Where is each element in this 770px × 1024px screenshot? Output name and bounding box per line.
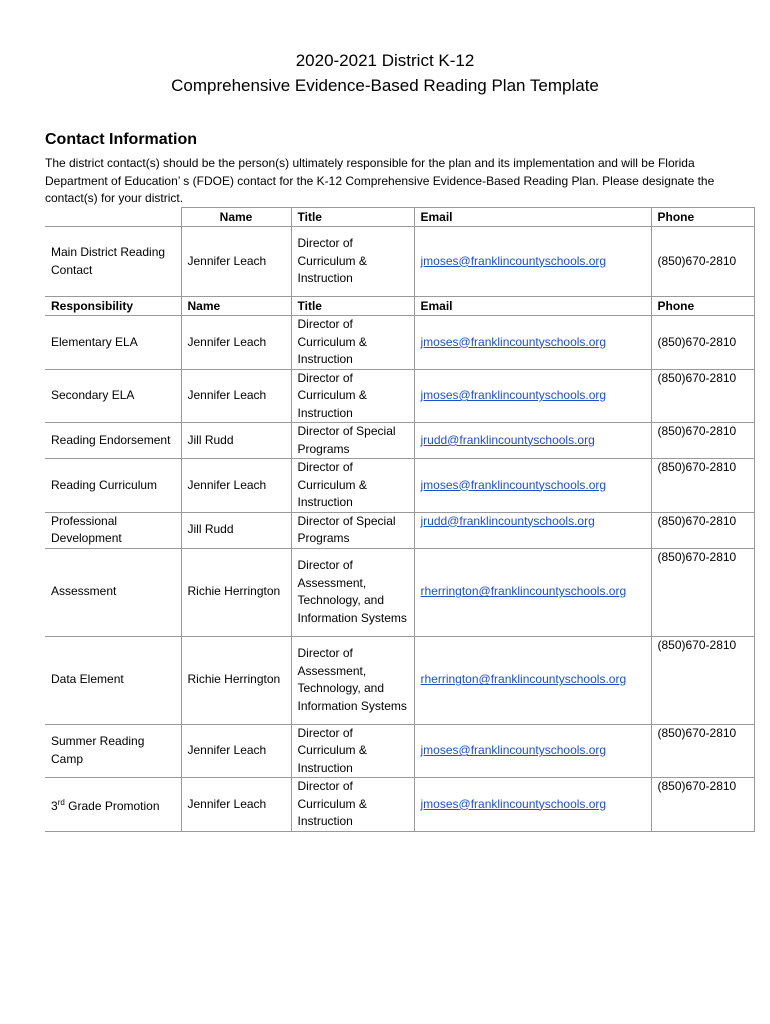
- responsibility-cell: Professional Development: [45, 512, 181, 548]
- grade-number: 3: [51, 798, 58, 813]
- email-link[interactable]: rherrington@franklincountyschools.org: [420, 584, 627, 599]
- name-cell: Jennifer Leach: [181, 316, 291, 370]
- email-cell[interactable]: [414, 548, 651, 636]
- table-row: [45, 512, 754, 548]
- name-cell: Jill Rudd: [181, 512, 291, 548]
- email-link[interactable]: jmoses@franklincountyschools.org: [420, 796, 607, 811]
- phone-cell: (850)670-2810: [651, 512, 754, 548]
- table-row: [45, 778, 754, 832]
- title-line-1: 2020-2021 District K-12: [295, 51, 475, 70]
- table-row: [45, 423, 754, 459]
- title-cell: Director of Curriculum & Instruction: [291, 459, 414, 513]
- table-row: [45, 369, 754, 423]
- email-link[interactable]: jmoses@franklincountyschools.org: [420, 743, 607, 757]
- email-cell[interactable]: [414, 369, 651, 423]
- email-link[interactable]: jrudd@franklincountyschools.org: [420, 432, 595, 447]
- email-cell[interactable]: [414, 423, 651, 459]
- header-name: Name: [181, 208, 291, 227]
- phone-cell: (850)670-2810: [651, 778, 754, 832]
- grade-suffix: rd: [57, 797, 65, 807]
- email-link[interactable]: rherrington@franklincountyschools.org: [420, 672, 627, 687]
- main-contact-name: Jennifer Leach: [181, 227, 291, 297]
- table-row: [45, 459, 754, 513]
- responsibility-cell: [45, 778, 181, 832]
- table-row: [45, 548, 754, 636]
- responsibility-cell: Summer Reading Camp: [45, 724, 181, 778]
- email-cell[interactable]: [414, 459, 651, 513]
- email-cell[interactable]: [414, 636, 651, 724]
- phone-cell: (850)670-2810: [651, 548, 754, 636]
- email-cell[interactable]: [414, 724, 651, 778]
- main-contact-email[interactable]: [414, 227, 651, 297]
- title-line-2: Comprehensive Evidence-Based Reading Plan Template: [171, 76, 599, 95]
- email-link[interactable]: jmoses@franklincountyschools.org: [420, 477, 607, 492]
- name-cell: Jill Rudd: [181, 423, 291, 459]
- responsibility-cell: Assessment: [45, 548, 181, 636]
- title-cell: Director of Special Programs: [291, 423, 414, 459]
- grade-label: Grade Promotion: [64, 798, 160, 813]
- title-cell: Director of Curriculum & Instruction: [291, 724, 414, 778]
- title-cell: Director of Curriculum & Instruction: [291, 316, 414, 370]
- phone-cell: (850)670-2810: [651, 316, 754, 370]
- responsibility-cell: Reading Curriculum: [45, 459, 181, 513]
- responsibility-cell: Reading Endorsement: [45, 423, 181, 459]
- title-cell: Director of Special Programs: [291, 512, 414, 548]
- responsibility-cell: Data Element: [45, 636, 181, 724]
- responsibility-cell: Secondary ELA: [45, 369, 181, 423]
- phone-cell: (850)670-2810: [651, 423, 754, 459]
- name-cell: Richie Herrington: [181, 548, 291, 636]
- responsibility-cell: Elementary ELA: [45, 316, 181, 370]
- title-cell: Director of Curriculum & Instruction: [291, 778, 414, 832]
- header-name-2: Name: [181, 297, 291, 316]
- header-title: Title: [291, 208, 414, 227]
- intro-paragraph: The district contact(s) should be the person(s) ultimately responsible for the plan and its implementation and will be Florida Department of Education’ s (FDOE) contact for the K-12 Comprehensive Evidence-Based Reading Plan. Please designate the contact(s) for your district.: [45, 156, 715, 205]
- contact-table: [45, 207, 755, 832]
- responsibility-header-row: [45, 297, 754, 316]
- email-cell[interactable]: [414, 316, 651, 370]
- main-contact-phone: (850)670-2810: [651, 227, 754, 297]
- phone-cell: (850)670-2810: [651, 636, 754, 724]
- header-email-2: Email: [414, 297, 651, 316]
- phone-cell: (850)670-2810: [651, 459, 754, 513]
- name-cell: Jennifer Leach: [181, 778, 291, 832]
- email-cell[interactable]: [414, 778, 651, 832]
- title-cell: Director of Curriculum & Instruction: [291, 369, 414, 423]
- header-email: Email: [414, 208, 651, 227]
- main-contact-header-row: [45, 208, 754, 227]
- table-row: [45, 636, 754, 724]
- header-phone: Phone: [651, 208, 754, 227]
- main-contact-row: [45, 227, 754, 297]
- document-title: [0, 48, 770, 98]
- name-cell: Jennifer Leach: [181, 459, 291, 513]
- email-cell[interactable]: [414, 512, 651, 548]
- name-cell: Richie Herrington: [181, 636, 291, 724]
- phone-cell: (850)670-2810: [651, 724, 754, 778]
- email-link[interactable]: jmoses@franklincountyschools.org: [420, 253, 607, 268]
- phone-cell: (850)670-2810: [651, 369, 754, 423]
- header-title-2: Title: [291, 297, 414, 316]
- title-cell: Director of Assessment, Technology, and Information Systems: [291, 636, 414, 724]
- name-cell: Jennifer Leach: [181, 369, 291, 423]
- table-row: [45, 724, 754, 778]
- header-responsibility: Responsibility: [45, 297, 181, 316]
- title-cell: Director of Assessment, Technology, and Information Systems: [291, 548, 414, 636]
- name-cell: Jennifer Leach: [181, 724, 291, 778]
- blank-header-cell: [45, 208, 181, 227]
- main-contact-label: Main District Reading Contact: [45, 227, 181, 297]
- main-contact-title: Director of Curriculum & Instruction: [291, 227, 414, 297]
- email-link[interactable]: jrudd@franklincountyschools.org: [420, 513, 595, 528]
- section-heading: Contact Information: [45, 131, 197, 148]
- email-link[interactable]: jmoses@franklincountyschools.org: [420, 334, 607, 349]
- email-link[interactable]: jmoses@franklincountyschools.org: [420, 388, 607, 402]
- table-row: [45, 316, 754, 370]
- header-phone-2: Phone: [651, 297, 754, 316]
